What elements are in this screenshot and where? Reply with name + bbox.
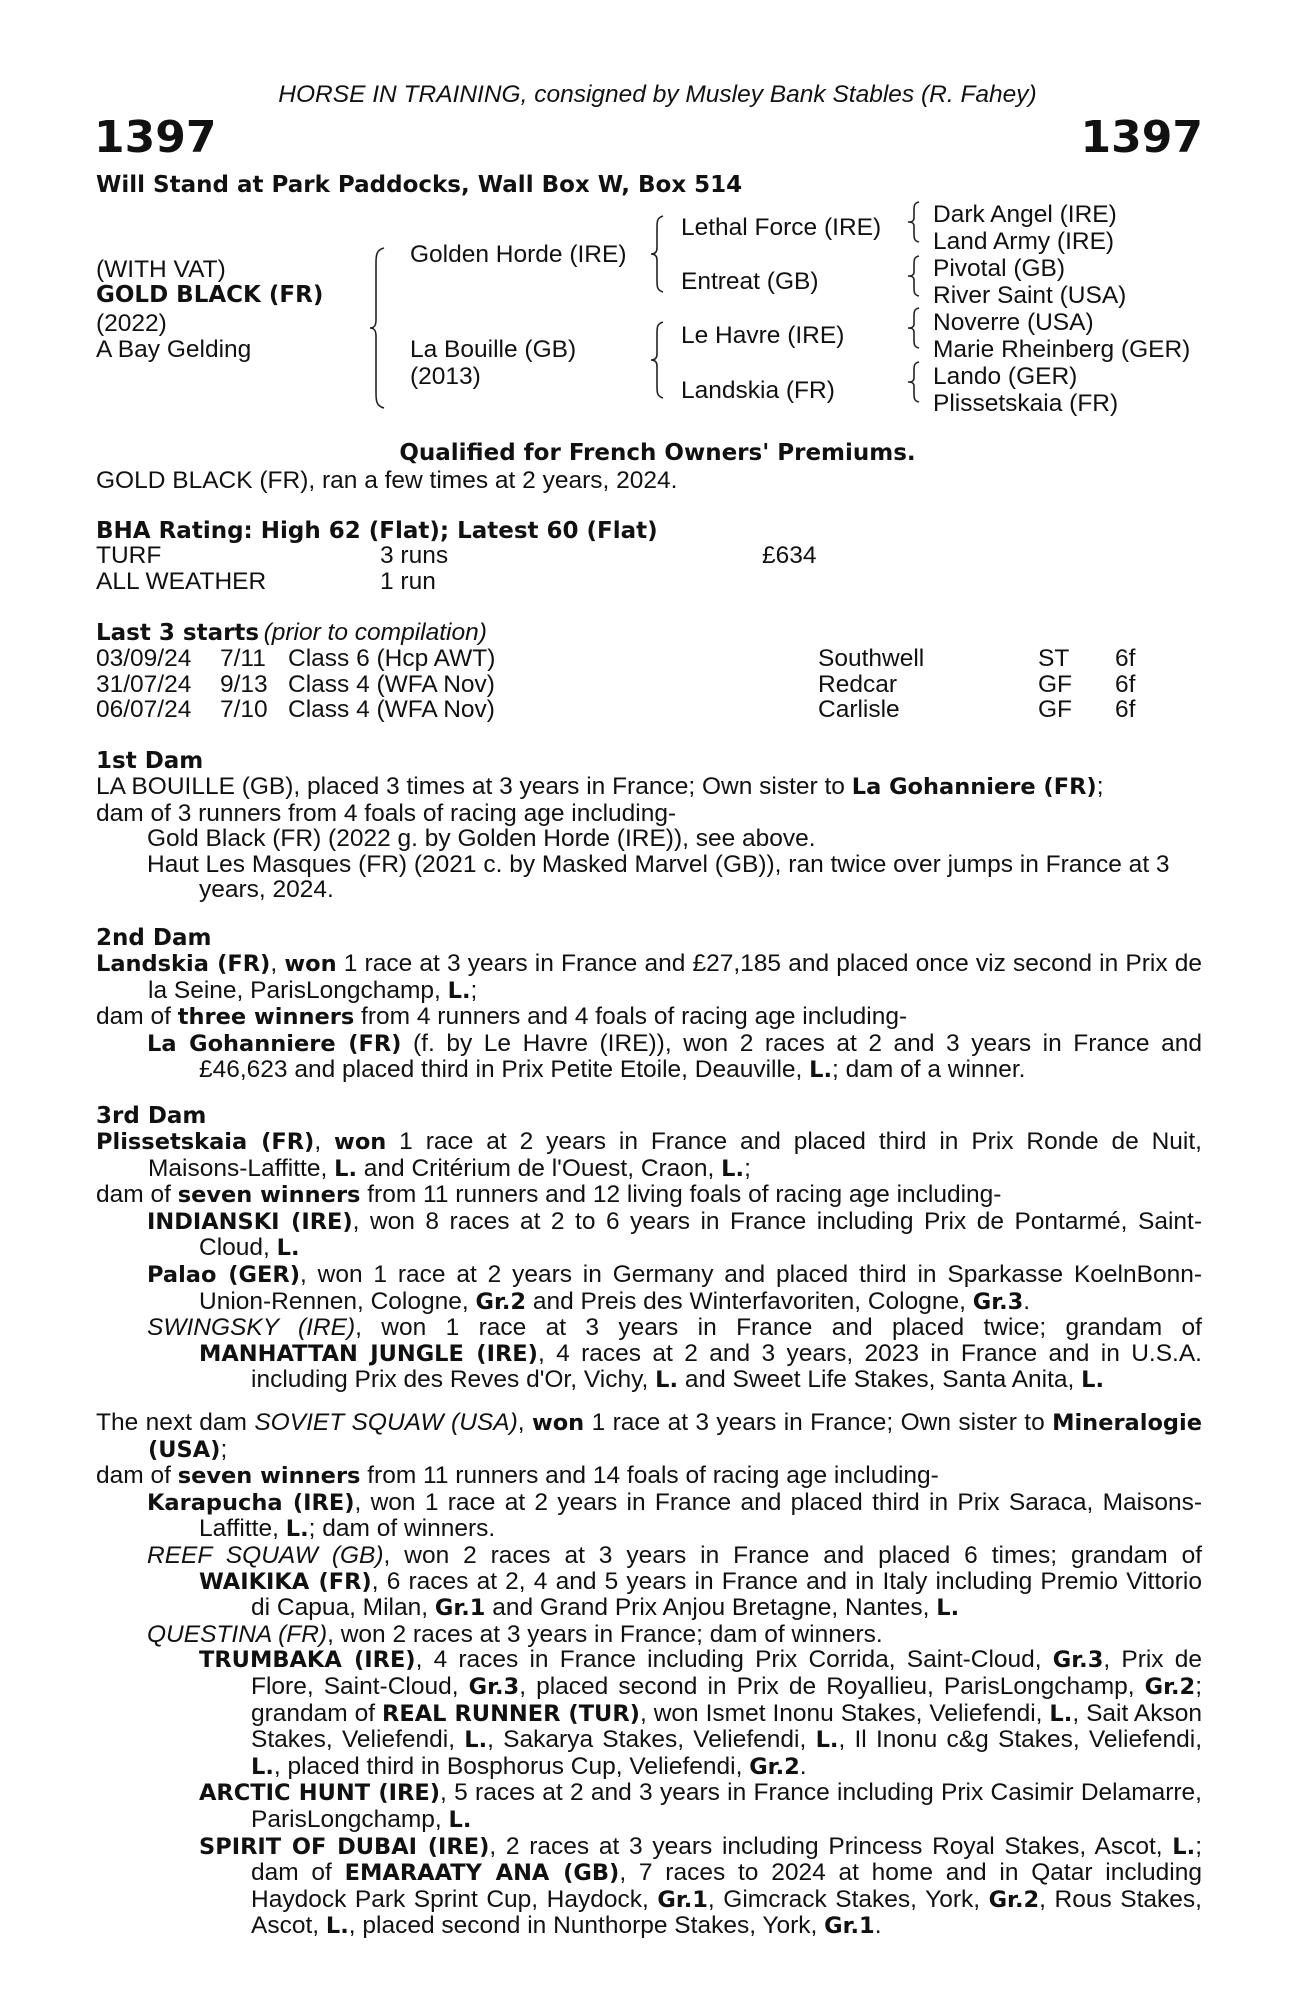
group-mark: Gr.3 (972, 1288, 1024, 1315)
listed-mark: L. (1049, 1700, 1073, 1727)
offspring-entry (96, 1543, 1202, 1569)
pedigree-g7: Lando (GER) (933, 363, 1078, 390)
pedigree-g6: Marie Rheinberg (GER) (933, 336, 1191, 363)
third-dam-record: Plissetskaia (FR), won 1 race at 2 years in France and placed third in Prix Ronde de Nuit, Maisons-Laffitte, L. and Critérium de l'Ouest, Craon, L.; (96, 1128, 1202, 1182)
second-dam-record: Landskia (FR), won 1 race at 3 years in France and £27,185 and placed once viz second in Prix de la Seine, ParisLongchamp, L.; (96, 950, 1202, 1004)
offspring-entry (96, 1622, 1202, 1648)
pedigree-dam-sire: Le Havre (IRE) (681, 322, 845, 349)
text: , won 1 race at 2 years in Germany and placed third in Sparkasse KoelnBonn-Union-Rennen, Cologne, (199, 1260, 1202, 1315)
start-distance: 6f (1115, 645, 1136, 672)
start-course: Redcar (818, 671, 897, 698)
won-label: won (284, 951, 337, 977)
group-mark: Gr.3 (1052, 1647, 1104, 1674)
pedigree-g5: Noverre (USA) (933, 309, 1094, 336)
pedigree-sire-sire: Lethal Force (IRE) (681, 214, 882, 241)
race-summary: GOLD BLACK (FR), ran a few times at 2 years, 2024. (96, 467, 678, 494)
start-going: ST (1038, 645, 1070, 672)
vat-note: (WITH VAT) (96, 256, 226, 283)
start-distance: 6f (1115, 696, 1136, 723)
listed-mark: L. (285, 1516, 309, 1543)
text: , placed second in Nunthorpe Stakes, York, (348, 1912, 825, 1940)
winners-count: three winners (177, 1004, 355, 1031)
text: , 4 races in France including Prix Corrida, Saint-Cloud, (415, 1646, 1053, 1674)
listed-mark: L. (276, 1235, 300, 1262)
text: . (874, 1912, 882, 1940)
text: , Prix de Flore, Saint-Cloud, (251, 1646, 1202, 1700)
listed-mark: L. (655, 1367, 679, 1394)
text: , won 1 race at 3 years in France and placed twice; grandam of (355, 1314, 1202, 1342)
text: and Preis des Winterfavoriten, Cologne, (526, 1287, 973, 1315)
text: dam of (96, 1462, 178, 1490)
listed-mark: L. (936, 1595, 960, 1622)
listed-mark: L. (809, 1057, 833, 1084)
first-dam-section (96, 748, 1202, 903)
start-going: GF (1038, 696, 1073, 723)
grand-offspring-entry (96, 1780, 1202, 1833)
sister-name: Mineralogie (USA) (148, 1410, 1202, 1463)
dam-name: Plissetskaia (FR) (96, 1129, 315, 1155)
listed-mark: L. (464, 1727, 488, 1754)
text: 1 race at 3 years in France; Own sister to (584, 1409, 1053, 1436)
offspring-entry (96, 1315, 1202, 1341)
start-position: 9/13 (220, 671, 268, 698)
dam-name: SOVIET SQUAW (USA) (254, 1409, 518, 1436)
text: ; (744, 1154, 751, 1182)
second-dam-heading: 2nd Dam (96, 925, 212, 951)
text: and Critérium de l'Ouest, Craon, (357, 1154, 722, 1182)
text: ; dam of (251, 1832, 1202, 1887)
won-label: won (531, 1410, 585, 1436)
third-dam-section (96, 1103, 1202, 1394)
pedigree-brace-g78 (906, 362, 922, 402)
grand-offspring-entry (96, 1647, 1202, 1780)
text: , 4 races at 2 and 3 years, 2023 in France and in U.S.A. including Prix des Reves d'Or, Vichy, (251, 1339, 1202, 1394)
offspring-name: MANHATTAN JUNGLE (IRE) (199, 1340, 538, 1367)
bha-rating: BHA Rating: High 62 (Flat); Latest 60 (Flat) (96, 518, 658, 544)
last-starts-heading (96, 620, 487, 646)
offspring-name: TRUMBAKA (IRE) (199, 1647, 416, 1674)
first-dam-record (96, 774, 1202, 801)
pedigree-g4: River Saint (USA) (933, 282, 1127, 309)
offspring-name: QUESTINA (FR) (147, 1620, 328, 1648)
offspring-entry (96, 1209, 1202, 1262)
group-mark: Gr.1 (434, 1595, 486, 1622)
start-class: Class 4 (WFA Nov) (288, 671, 495, 698)
offspring-name: REEF SQUAW (GB) (147, 1541, 384, 1569)
grand-offspring-name: REAL RUNNER (TUR) (382, 1700, 640, 1727)
start-class: Class 6 (Hcp AWT) (288, 645, 496, 672)
offspring-entry (96, 1490, 1202, 1543)
offspring-entry: Gold Black (FR) (2022 g. by Golden Horde (IRE)), see above. (147, 825, 816, 853)
listed-mark: L. (334, 1155, 357, 1182)
text: and Sweet Life Stakes, Santa Anita, (678, 1366, 1082, 1394)
pedigree-dam-year: (2013) (410, 363, 481, 390)
page-title: HORSE IN TRAINING, consigned by Musley Bank Stables (R. Fahey) (278, 81, 1037, 108)
pedigree-dam-dam: Landskia (FR) (681, 377, 835, 404)
text: , won 1 race at 2 years in France and placed third in Prix Saraca, Maisons-Laffitte, (199, 1488, 1202, 1543)
sister-name: La Gohanniere (FR) (851, 774, 1097, 800)
lot-number-right: 1397 (1080, 112, 1203, 163)
offspring-name: ARCTIC HUNT (IRE) (199, 1780, 441, 1807)
listed-mark: L. (251, 1753, 274, 1780)
won-label: won (334, 1129, 387, 1155)
start-date: 31/07/24 (96, 671, 192, 698)
text: The next dam (96, 1409, 255, 1436)
text: , placed second in Prix de Royallieu, ParisLongchamp, (519, 1672, 1145, 1700)
start-date: 03/09/24 (96, 645, 192, 672)
next-dam-produce (96, 1463, 1202, 1490)
text: , 2 races at 3 years including Princess Royal Stakes, Ascot, (489, 1832, 1173, 1860)
text: and Grand Prix Anjou Bretagne, Nantes, (485, 1594, 937, 1622)
pedigree-sire-dam: Entreat (GB) (681, 268, 819, 295)
listed-mark: L. (448, 1806, 472, 1833)
start-position: 7/10 (220, 696, 268, 723)
offspring-name: La Gohanniere (FR) (147, 1030, 402, 1057)
stabling-location: Will Stand at Park Paddocks, Wall Box W, Box 514 (96, 172, 743, 198)
text: , Gimcrack Stakes, York, (707, 1885, 989, 1913)
qualified-note: Qualified for French Owners' Premiums. (399, 440, 916, 466)
text: from 11 runners and 12 living foals of racing age including- (360, 1181, 1002, 1209)
text: ; (470, 976, 478, 1004)
offspring-entry: Haut Les Masques (FR) (2021 c. by Masked Marvel (GB)), ran twice over jumps in France at 3 years, 2024. (147, 850, 1170, 904)
pedigree-brace-main (368, 248, 388, 408)
grand-offspring-name: EMARAATY ANA (GB) (344, 1860, 620, 1887)
winners-count: seven winners (177, 1182, 361, 1209)
last-starts-title: Last 3 starts (96, 620, 260, 646)
text: , Sait Akson Stakes, Veliefendi, (251, 1699, 1202, 1754)
text: , won 2 races at 3 years in France and placed 6 times; grandam of (383, 1541, 1202, 1569)
lot-number-left: 1397 (94, 112, 217, 163)
text: , 6 races at 2, 4 and 5 years in France and in Italy including Premio Vittorio di Capua, Milan, (251, 1567, 1203, 1622)
pedigree-g3: Pivotal (GB) (933, 255, 1066, 282)
group-mark: Gr.2 (1144, 1673, 1196, 1700)
pedigree-brace-g12 (906, 202, 922, 242)
text: . (799, 1752, 807, 1780)
group-mark: Gr.1 (657, 1886, 708, 1913)
group-mark: Gr.3 (468, 1673, 520, 1700)
first-dam-produce: dam of 3 runners from 4 foals of racing age including- (96, 799, 677, 827)
text: , 7 races to 2024 at home and in Qatar including Haydock Park Sprint Cup, Haydock, (251, 1859, 1202, 1913)
text: ; dam of winners. (308, 1515, 496, 1543)
rating-runs: 1 run (380, 568, 436, 595)
text: LA BOUILLE (GB), placed 3 times at 3 years in France; Own sister to (96, 773, 852, 800)
second-dam-produce (96, 1004, 1202, 1031)
text: dam of (96, 1181, 178, 1209)
next-dam-section (96, 1410, 1202, 1940)
offspring-name: WAIKIKA (FR) (199, 1568, 372, 1595)
text: , 5 races at 2 and 3 years in France including Prix Casimir Delamarre, ParisLongchamp, (251, 1779, 1202, 1833)
offspring-name: Karapucha (IRE) (147, 1489, 355, 1516)
start-distance: 6f (1115, 671, 1136, 698)
pedigree-g1: Dark Angel (IRE) (933, 201, 1117, 228)
grand-offspring-entry (96, 1341, 1202, 1394)
group-mark: Gr.2 (988, 1886, 1040, 1913)
horse-name: GOLD BLACK (FR) (96, 282, 324, 308)
second-dam-section (96, 925, 1202, 1084)
start-going: GF (1038, 671, 1073, 698)
grand-offspring-entry (96, 1569, 1202, 1622)
pedigree-brace-g34 (906, 256, 922, 296)
text: , won 2 races at 3 years in France; dam of winners. (327, 1620, 883, 1648)
next-dam-record (96, 1410, 1202, 1463)
text: , won Ismet Inonu Stakes, Veliefendi, (639, 1699, 1050, 1727)
text: from 4 runners and 4 foals of racing age including- (354, 1003, 908, 1031)
rating-prize: £634 (762, 542, 817, 569)
horse-description: A Bay Gelding (96, 336, 252, 363)
listed-mark: L. (815, 1727, 839, 1754)
group-mark: Gr.2 (475, 1288, 527, 1315)
offspring-name: Palao (GER) (147, 1261, 301, 1288)
pedigree-g2: Land Army (IRE) (933, 228, 1115, 255)
start-position: 7/11 (220, 645, 266, 672)
text: 1 race at 3 years in France and £27,185 and placed once viz second in Prix de la Seine, ParisLongchamp, (148, 950, 1202, 1004)
text: ; (220, 1435, 228, 1463)
winners-count: seven winners (177, 1463, 361, 1490)
offspring-name: INDIANSKI (IRE) (147, 1208, 353, 1235)
text: (f. by Le Havre (IRE)), won 2 races at 2 and 3 years in France and £46,623 and placed third in Prix Petite Etoile, Deauville, (199, 1029, 1202, 1084)
pedigree-dam: La Bouille (GB) (410, 336, 577, 363)
start-date: 06/07/24 (96, 696, 192, 723)
offspring-entry (96, 1031, 1202, 1084)
first-dam-heading: 1st Dam (96, 748, 204, 774)
rating-surface: ALL WEATHER (96, 568, 267, 595)
dam-name: Landskia (FR) (96, 951, 271, 977)
rating-surface: TURF (96, 542, 162, 569)
pedigree-brace-sire (650, 216, 666, 292)
text: , placed third in Bosphorus Cup, Veliefendi, (273, 1752, 750, 1780)
pedigree-brace-g56 (906, 308, 922, 348)
listed-mark: L. (447, 977, 471, 1004)
group-mark: Gr.2 (749, 1753, 800, 1780)
offspring-name: SWINGSKY (IRE) (147, 1314, 356, 1342)
text: ; dam of a winner. (832, 1056, 1026, 1084)
start-course: Southwell (818, 645, 925, 672)
pedigree-brace-dam (650, 322, 666, 398)
rating-runs: 3 runs (380, 542, 449, 569)
listed-mark: L. (325, 1913, 349, 1940)
text: dam of (96, 1003, 178, 1031)
text: from 11 runners and 14 foals of racing age including- (360, 1462, 939, 1490)
grand-offspring-entry (96, 1834, 1202, 1940)
pedigree-g8: Plissetskaia (FR) (933, 390, 1119, 417)
listed-mark: L. (1081, 1367, 1105, 1394)
text: . (1023, 1287, 1031, 1315)
last-starts-note: (prior to compilation) (263, 619, 487, 646)
text: , won 8 races at 2 to 6 years in France including Prix de Pontarmé, Saint-Cloud, (199, 1207, 1202, 1262)
text: ; grandam of (251, 1672, 1202, 1727)
start-course: Carlisle (818, 696, 900, 723)
text: ; (1096, 773, 1104, 800)
listed-mark: L. (721, 1155, 745, 1182)
text: , Il Inonu c&g Stakes, Veliefendi, (838, 1726, 1202, 1754)
text: 1 race at 2 years in France and placed third in Prix Ronde de Nuit, Maisons-Laffitte, (148, 1128, 1202, 1182)
third-dam-produce (96, 1182, 1202, 1209)
start-class: Class 4 (WFA Nov) (288, 696, 495, 723)
text: , (517, 1409, 532, 1436)
horse-year: (2022) (96, 310, 167, 337)
offspring-name: SPIRIT OF DUBAI (IRE) (199, 1833, 490, 1860)
text: , Rous Stakes, Ascot, (251, 1885, 1202, 1940)
pedigree-sire: Golden Horde (IRE) (410, 241, 627, 268)
text: , Sakarya Stakes, Veliefendi, (487, 1726, 816, 1754)
third-dam-heading: 3rd Dam (96, 1103, 207, 1129)
listed-mark: L. (1172, 1833, 1196, 1860)
offspring-entry (96, 1262, 1202, 1315)
group-mark: Gr.1 (824, 1913, 875, 1940)
